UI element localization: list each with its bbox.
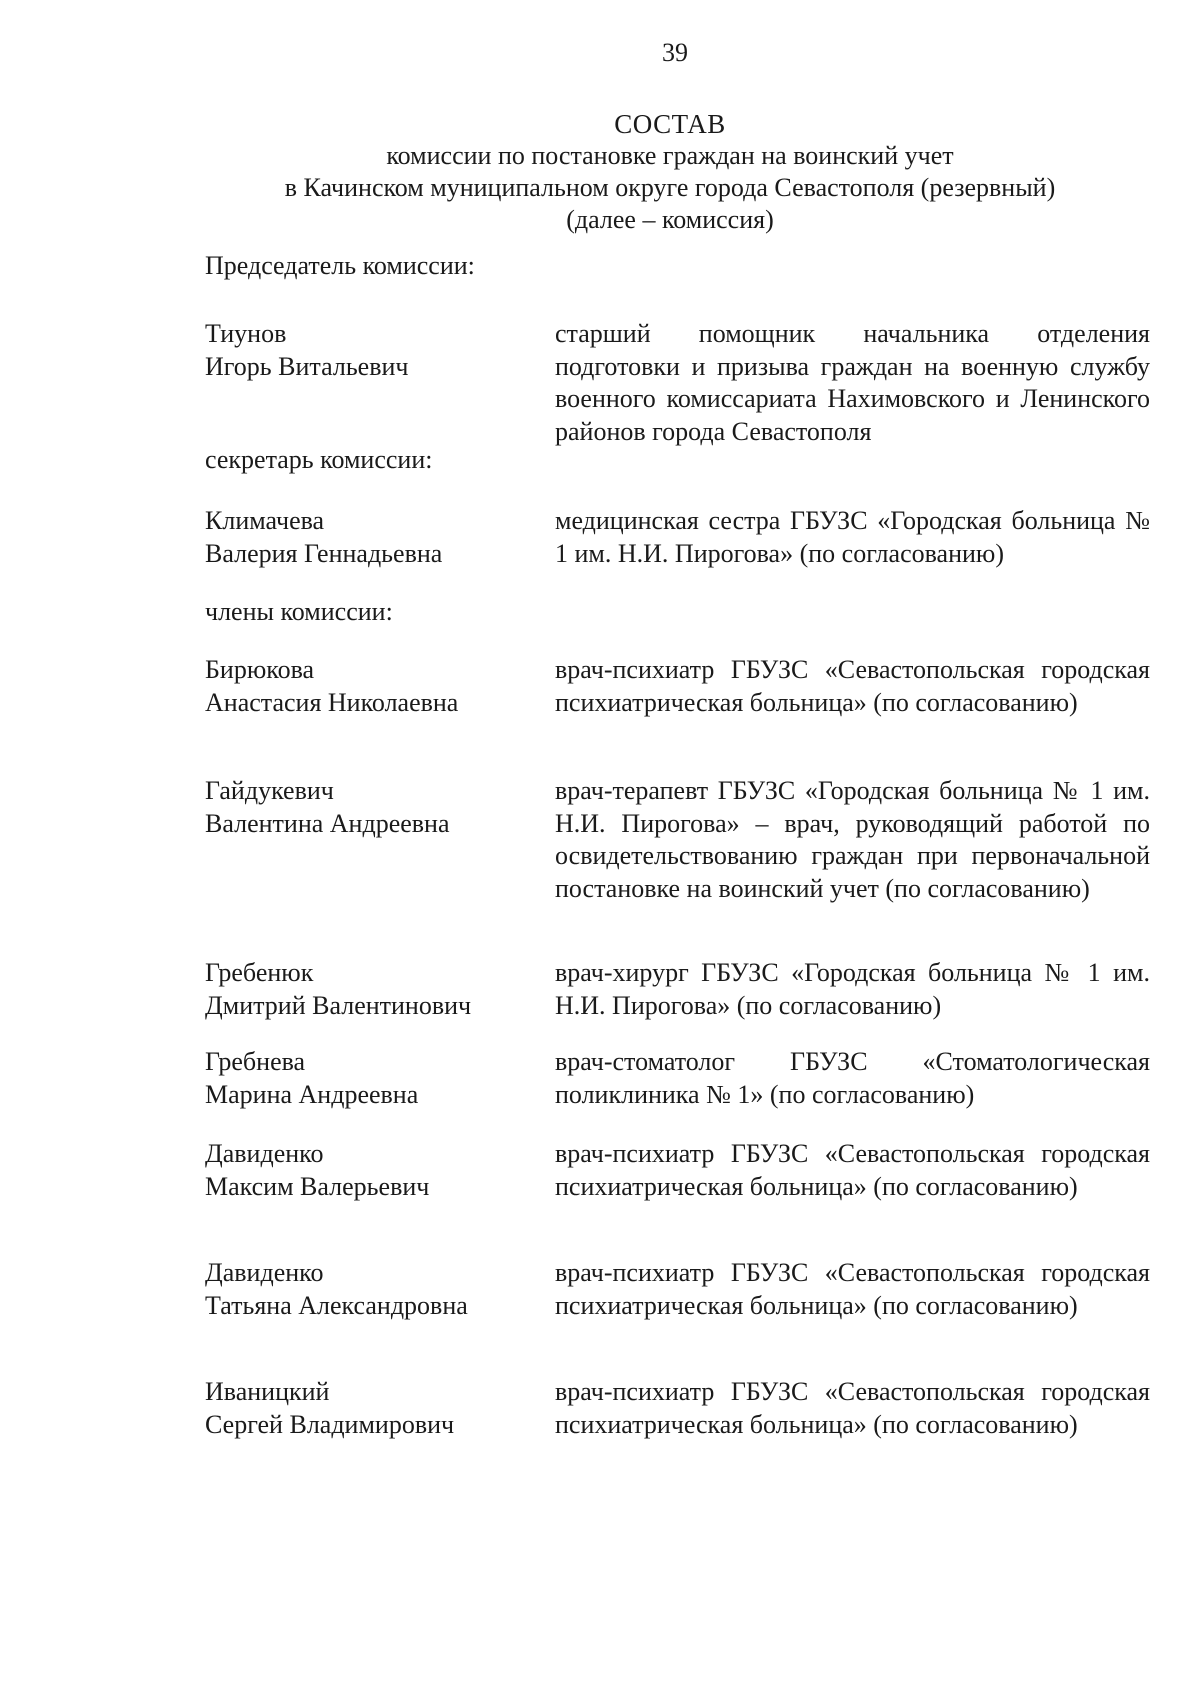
member-surname: Климачева: [205, 506, 325, 535]
member-surname: Давиденко: [205, 1139, 324, 1168]
member-given-names: Валерия Геннадьевна: [205, 538, 443, 568]
page-number: 39: [662, 38, 688, 67]
member-surname: Гайдукевич: [205, 776, 334, 805]
role-label-chairman: Председатель комиссии:: [205, 251, 475, 280]
member-name: [205, 318, 535, 383]
member-name: [205, 1138, 535, 1203]
member-position: врач-терапевт ГБУЗС «Городская больница № 1 им. Н.И. Пирогова» – врач, руководящий работой по освидетельствованию граждан при первоначальной постановке на воинский учет (по согласованию): [555, 776, 1150, 903]
member-name: [205, 654, 535, 719]
member-given-names: Анастасия Николаевна: [205, 687, 459, 717]
member-position: врач-психиатр ГБУЗС «Севастопольская городская психиатрическая больница» (по согласованию): [555, 1377, 1150, 1439]
member-surname: Гребенюк: [205, 958, 314, 987]
member-surname: Иваницкий: [205, 1377, 330, 1406]
member-position: врач-психиатр ГБУЗС «Севастопольская городская психиатрическая больница» (по согласованию): [555, 1258, 1150, 1320]
member-position: врач-психиатр ГБУЗС «Севастопольская городская психиатрическая больница» (по согласованию): [555, 1139, 1150, 1201]
member-position: врач-хирург ГБУЗС «Городская больница № 1 им. Н.И. Пирогова» (по согласованию): [555, 958, 1150, 1020]
member-given-names: Сергей Владимирович: [205, 1409, 455, 1439]
member-name: [205, 775, 535, 840]
member-name: [205, 1376, 535, 1441]
document-header: [160, 108, 1180, 236]
member-given-names: Татьяна Александровна: [205, 1290, 468, 1320]
role-label-members: члены комиссии:: [205, 597, 393, 626]
document-subtitle-line-3: (далее – комиссия): [566, 205, 774, 234]
member-given-names: Максим Валерьевич: [205, 1171, 430, 1201]
member-surname: Давиденко: [205, 1258, 324, 1287]
member-surname: Бирюкова: [205, 655, 315, 684]
member-given-names: Дмитрий Валентинович: [205, 990, 472, 1020]
member-name: [205, 1046, 535, 1111]
member-given-names: Марина Андреевна: [205, 1079, 419, 1109]
member-position: врач-стоматолог ГБУЗС «Стоматологическая поликлиника № 1» (по согласованию): [555, 1047, 1150, 1109]
member-name: [205, 957, 535, 1022]
member-name: [205, 505, 535, 570]
member-given-names: Игорь Витальевич: [205, 351, 409, 381]
member-position: медицинская сестра ГБУЗС «Городская больница № 1 им. Н.И. Пирогова» (по согласованию): [555, 506, 1150, 568]
document-subtitle-line-2: в Качинском муниципальном округе города Севастополя (резервный): [284, 173, 1056, 202]
document-title: СОСТАВ: [614, 109, 726, 139]
member-surname: Тиунов: [205, 319, 287, 348]
member-position: старший помощник начальника отделения подготовки и призыва граждан на военную службу военного комиссариата Нахимовского и Ленинского районов города Севастополя: [555, 319, 1150, 446]
role-label-secretary: секретарь комиссии:: [205, 445, 433, 474]
member-name: [205, 1257, 535, 1322]
member-surname: Гребнева: [205, 1047, 306, 1076]
member-position: врач-психиатр ГБУЗС «Севастопольская городская психиатрическая больница» (по согласованию): [555, 655, 1150, 717]
member-given-names: Валентина Андреевна: [205, 808, 450, 838]
document-subtitle-line-1: комиссии по постановке граждан на воинский учет: [386, 141, 954, 170]
